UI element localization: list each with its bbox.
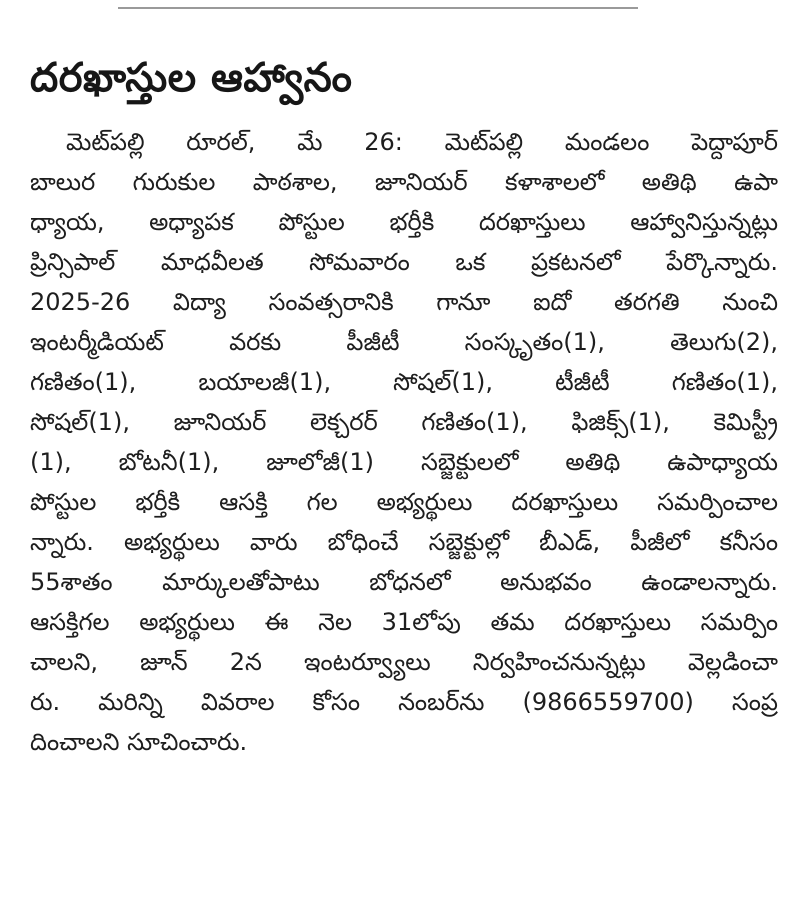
article-line: సోషల్(1), జూనియర్ లెక్చరర్ గణితం(1), ఫిజిక్స్(1), కెమిస్ట్రీ xyxy=(30,408,778,436)
article-line: ఆసక్తిగల అభ్యర్థులు ఈ నెల 31లోపు తమ దరఖాస్తులు సమర్పిం xyxy=(30,608,778,636)
article-line: గణితం(1), బయాలజీ(1), సోషల్(1), టీజీటీ గణితం(1), xyxy=(30,368,778,396)
article-headline: దరఖాస్తుల ఆహ్వానం xyxy=(30,55,353,101)
article-line: పోస్టుల భర్తీకి ఆసక్తి గల అభ్యర్థులు దరఖాస్తులు సమర్పించాల xyxy=(30,488,778,516)
article-line: న్నారు. అభ్యర్థులు వారు బోధించే సబ్జెక్టుల్లో బీఎడ్, పీజీలో కనీసం xyxy=(30,528,778,556)
article-line: ధ్యాయ, అధ్యాపక పోస్టుల భర్తీకి దరఖాస్తులు ఆహ్వానిస్తున్నట్లు xyxy=(30,208,778,236)
article-line: (1), బోటనీ(1), జూలోజీ(1) సబ్జెక్టులలో అతిథి ఉపాధ్యాయ xyxy=(30,448,778,476)
article-line: ప్రిన్సిపాల్ మాధవీలత సోమవారం ఒక ప్రకటనలో పేర్కొన్నారు. xyxy=(30,248,778,276)
article-line: రు. మరిన్ని వివరాల కోసం నంబర్‌ను (9866559700) సంప్ర xyxy=(30,688,778,716)
article-line: బాలుర గురుకుల పాఠశాల, జూనియర్ కళాశాలలో అతిథి ఉపా xyxy=(30,168,778,196)
article-line: మెట్‌పల్లి రూరల్, మే 26: మెట్‌పల్లి మండలం పెద్దాపూర్ xyxy=(66,128,778,156)
article-line: 55శాతం మార్కులతోపాటు బోధనలో అనుభవం ఉండాలన్నారు. xyxy=(30,568,778,596)
article-line: దించాలని సూచించారు. xyxy=(30,728,248,756)
top-divider xyxy=(118,7,638,9)
article-body xyxy=(30,122,778,892)
article-line: 2025-26 విద్యా సంవత్సరానికి గానూ ఐదో తరగతి నుంచి xyxy=(30,288,778,316)
article-line: ఇంటర్మీడియట్ వరకు పీజీటీ సంస్కృతం(1), తెలుగు(2), xyxy=(30,328,778,356)
article-line: చాలని, జూన్ 2న ఇంటర్వ్యూలు నిర్వహించనున్నట్లు వెల్లడించా xyxy=(30,648,778,676)
